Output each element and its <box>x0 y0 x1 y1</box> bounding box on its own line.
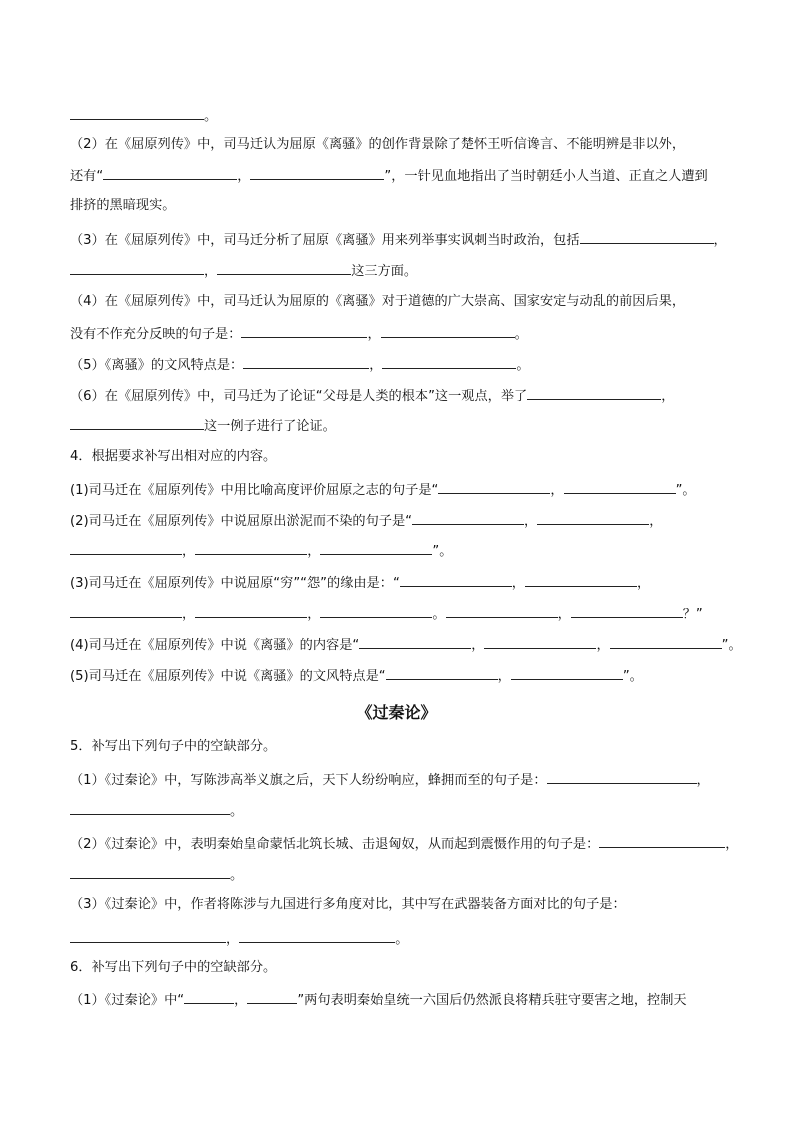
section-title: 《过秦论》 <box>356 703 437 722</box>
line-text: （3）在《屈原列传》中，司马迁分析了屈原《离骚》用来列举事实讽刺当时政治，包括 <box>70 233 580 248</box>
line-text: 没有不作充分反映的句子是： <box>70 327 242 342</box>
line-text: (5)司马迁在《屈原列传》中说《离骚》的文风特点是“ <box>70 669 386 684</box>
answer-blank[interactable] <box>70 928 226 943</box>
line-text: （6）在《屈原列传》中，司马迁为了论证“父母是人类的根本”这一观点，举了 <box>70 389 528 404</box>
text-line <box>0 447 793 467</box>
answer-blank[interactable] <box>446 603 558 618</box>
line-text: 。 <box>395 932 409 947</box>
text-line <box>0 989 793 1011</box>
line-text: ， <box>636 576 651 591</box>
line-text: ”。 <box>675 483 696 498</box>
text-line <box>0 510 793 532</box>
line-text: 还有“ <box>70 169 104 184</box>
line-text: 。 <box>204 109 218 124</box>
line-text: （5）《离骚》的文风特点是： <box>70 358 244 373</box>
line-text: ， <box>696 773 710 788</box>
answer-blank[interactable] <box>386 665 498 680</box>
line-text: ”。 <box>721 638 742 653</box>
line-text: ， <box>226 932 240 947</box>
answer-blank[interactable] <box>70 540 182 555</box>
line-text: 排挤的黑暗现实。 <box>70 198 176 213</box>
answer-blank[interactable] <box>184 989 234 1004</box>
line-text: 。 <box>514 327 528 342</box>
line-text: ， <box>713 233 727 248</box>
answer-blank[interactable] <box>70 105 204 120</box>
line-text: （4）在《屈原列传》中，司马迁认为屈原的《离骚》对于道德的广大崇高、国家安定与动乱的前因后果， <box>70 294 686 309</box>
answer-blank[interactable] <box>247 989 297 1004</box>
line-text: ？” <box>682 607 703 622</box>
text-line <box>0 634 793 656</box>
line-text: （2）在《屈原列传》中，司马迁认为屈原《离骚》的创作背景除了楚怀王听信谗言、不能明辨是非以外， <box>70 137 686 152</box>
line-text: ， <box>234 993 248 1008</box>
answer-blank[interactable] <box>400 572 512 587</box>
line-text: 。 <box>516 358 530 373</box>
answer-blank[interactable] <box>527 385 661 400</box>
line-text: ， <box>497 669 511 684</box>
text-line <box>0 864 793 886</box>
line-text: 这一例子进行了论证。 <box>204 419 336 434</box>
answer-blank[interactable] <box>484 634 596 649</box>
line-text: ”，一针见血地指出了当时朝廷小人当道、正直之人遭到 <box>384 169 708 184</box>
line-text: 这三方面。 <box>351 264 418 279</box>
answer-blank[interactable] <box>382 354 516 369</box>
line-text: （3）《过秦论》中，作者将陈涉与九国进行多角度对比，其中写在武器装备方面对比的句子是： <box>70 897 626 912</box>
text-line <box>0 895 793 915</box>
text-line <box>0 229 793 251</box>
text-line <box>0 833 793 855</box>
answer-blank[interactable] <box>70 800 230 815</box>
line-text: ， <box>550 483 564 498</box>
text-line <box>0 479 793 501</box>
line-text: ， <box>307 607 321 622</box>
line-text: ， <box>471 638 485 653</box>
line-text: ”。 <box>622 669 643 684</box>
answer-blank[interactable] <box>412 510 524 525</box>
line-text: (3)司马迁在《屈原列传》中说屈原“穷”“怨”的缘由是：“ <box>70 576 400 591</box>
answer-blank[interactable] <box>239 928 395 943</box>
answer-blank[interactable] <box>70 603 182 618</box>
answer-blank[interactable] <box>564 479 676 494</box>
line-text: （2）《过秦论》中，表明秦始皇命蒙恬北筑长城、击退匈奴，从而起到震慑作用的句子是： <box>70 837 600 852</box>
answer-blank[interactable] <box>320 603 432 618</box>
line-text: ， <box>182 544 196 559</box>
line-text: ”两句表明秦始皇统一六国后仍然派良将精兵驻守要害之地，控制天 <box>297 993 687 1008</box>
line-text: ， <box>557 607 571 622</box>
line-text: （1）《过秦论》中，写陈涉高举义旗之后，天下人纷纷响应，蜂拥而至的句子是： <box>70 773 547 788</box>
text-line <box>0 105 793 127</box>
answer-blank[interactable] <box>359 634 471 649</box>
line-text: ， <box>661 389 675 404</box>
text-line <box>0 800 793 822</box>
text-line <box>0 540 793 562</box>
answer-blank[interactable] <box>547 769 697 784</box>
text-line <box>0 260 793 282</box>
line-text: ， <box>182 607 196 622</box>
text-line <box>0 603 793 625</box>
answer-blank[interactable] <box>599 833 725 848</box>
line-text: ”。 <box>432 544 453 559</box>
answer-blank[interactable] <box>241 323 367 338</box>
line-text: ， <box>204 264 218 279</box>
line-text: 5．补写出下列句子中的空缺部分。 <box>70 739 277 754</box>
text-line <box>0 958 793 978</box>
line-text: 4．根据要求补写出相对应的内容。 <box>70 449 277 464</box>
answer-blank[interactable] <box>438 479 550 494</box>
text-line <box>0 354 793 376</box>
text-line <box>0 665 793 687</box>
answer-blank[interactable] <box>320 540 432 555</box>
text-line <box>0 737 793 757</box>
answer-blank[interactable] <box>537 510 649 525</box>
text-line <box>0 928 793 950</box>
line-text: 6．补写出下列句子中的空缺部分。 <box>70 960 277 975</box>
answer-blank[interactable] <box>580 229 714 244</box>
line-text: 。 <box>432 607 446 622</box>
answer-blank[interactable] <box>195 603 307 618</box>
answer-blank[interactable] <box>217 260 351 275</box>
text-line <box>0 135 793 155</box>
text-line <box>0 415 793 437</box>
line-text: ， <box>725 837 739 852</box>
line-text: (4)司马迁在《屈原列传》中说《离骚》的内容是“ <box>70 638 360 653</box>
answer-blank[interactable] <box>511 665 623 680</box>
line-text: ， <box>649 514 663 529</box>
line-text: (1)司马迁在《屈原列传》中用比喻高度评价屈原之志的句子是“ <box>70 483 439 498</box>
text-line <box>0 385 793 407</box>
text-line <box>0 165 793 187</box>
text-line <box>0 292 793 312</box>
line-text: ， <box>307 544 321 559</box>
line-text: ， <box>369 358 383 373</box>
answer-blank[interactable] <box>70 415 204 430</box>
line-text: ， <box>237 169 251 184</box>
line-text: （1）《过秦论》中“ <box>70 993 185 1008</box>
line-text: ， <box>511 576 525 591</box>
answer-blank[interactable] <box>70 864 230 879</box>
line-text: (2)司马迁在《屈原列传》中说屈原出淤泥而不染的句子是“ <box>70 514 413 529</box>
answer-blank[interactable] <box>525 572 637 587</box>
line-text: ， <box>367 327 381 342</box>
answer-blank[interactable] <box>70 260 204 275</box>
line-text: 。 <box>230 868 244 883</box>
text-line <box>0 196 793 216</box>
line-text: ， <box>524 514 538 529</box>
answer-blank[interactable] <box>571 603 683 618</box>
answer-blank[interactable] <box>243 354 369 369</box>
answer-blank[interactable] <box>103 165 237 180</box>
text-line <box>0 769 793 791</box>
answer-blank[interactable] <box>381 323 515 338</box>
answer-blank[interactable] <box>250 165 384 180</box>
line-text: 。 <box>230 804 244 819</box>
answer-blank[interactable] <box>195 540 307 555</box>
text-line <box>0 323 793 345</box>
line-text: ， <box>596 638 610 653</box>
answer-blank[interactable] <box>610 634 722 649</box>
text-line <box>0 572 793 594</box>
